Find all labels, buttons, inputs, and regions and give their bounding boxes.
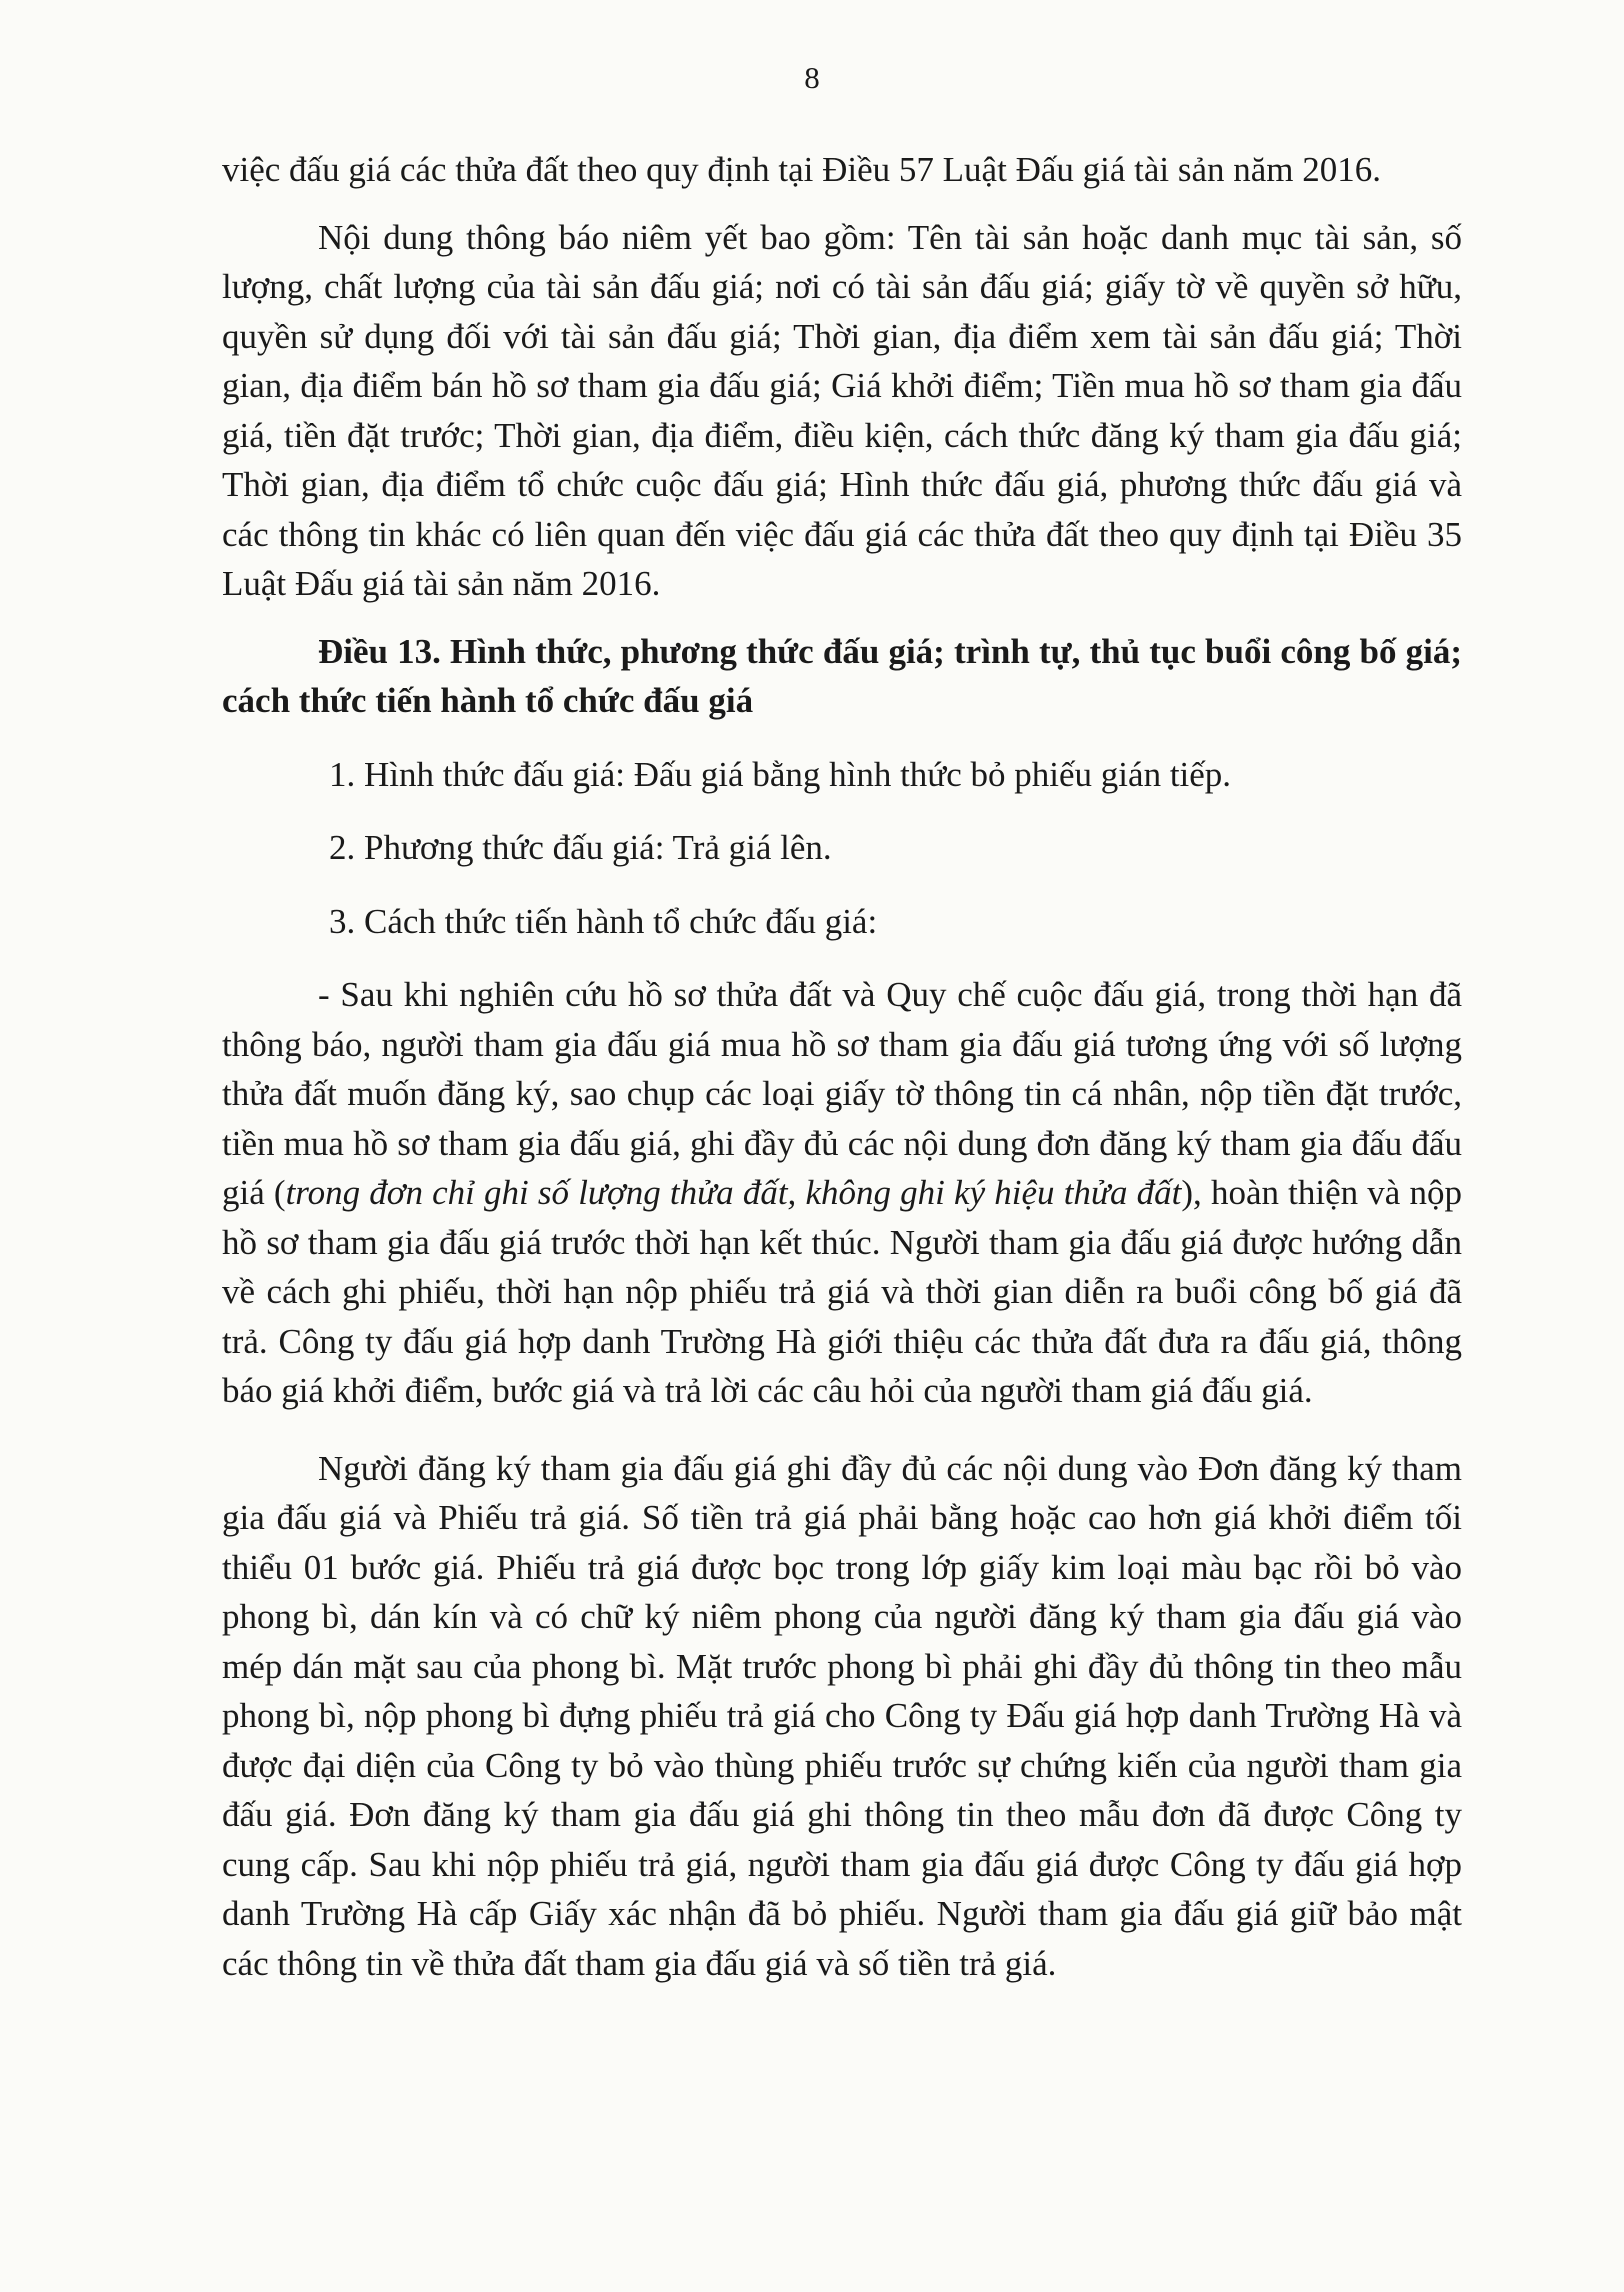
paragraph-bid-registration: Người đăng ký tham gia đấu giá ghi đầy đủ các nội dung vào Đơn đăng ký tham gia đấu giá và Phiếu trả giá. Số tiền trả giá phải bằng hoặc cao hơn giá khởi điểm tối thiểu 01 bước giá. Phiếu trả giá được bọc trong lớp giấy kim loại màu bạc rồi bỏ vào phong bì, dán kín và có chữ ký niêm phong của người đăng ký tham gia đấu giá vào mép dán mặt sau của phong bì. Mặt trước phong bì phải ghi đầy đủ thông tin theo mẫu phong bì, nộp phong bì đựng phiếu trả giá cho Công ty Đấu giá hợp danh Trường Hà và được đại diện của Công ty bỏ vào thùng phiếu trước sự chứng kiến của người tham gia đấu giá. Đơn đăng ký tham gia đấu giá ghi thông tin theo mẫu đơn đã được Công ty cung cấp. Sau khi nộp phiếu trả giá, người tham gia đấu giá được Công ty đấu giá hợp danh Trường Hà cấp Giấy xác nhận đã bỏ phiếu. Người tham gia đấu giá giữ bảo mật các thông tin về thửa đất tham gia đấu giá và số tiền trả giá. (222, 1448, 1462, 1983)
list-item-auction-form: 1. Hình thức đấu giá: Đấu giá bằng hình thức bỏ phiếu gián tiếp. (329, 754, 1232, 794)
procedure-text-part2: ), hoàn thiện và nộp hồ sơ tham gia đấu giá trước thời hạn kết thúc. Người tham gia đấu giá được hướng dẫn về cách ghi phiếu, thời hạn nộp phiếu trả giá và thời gian diễn ra buổi công bố giá đã trả. Công ty đấu giá hợp danh Trường Hà giới thiệu các thửa đất đưa ra đấu giá, thông báo giá khởi điểm, bước giá và trả lời các câu hỏi của người tham giá đấu giá. (222, 1173, 1462, 1410)
list-item-auction-method: 2. Phương thức đấu giá: Trả giá lên. (329, 828, 832, 867)
list-item-auction-procedure: 3. Cách thức tiến hành tổ chức đấu giá: (329, 901, 878, 941)
page-number: 8 (804, 60, 820, 95)
article-13-heading: Điều 13. Hình thức, phương thức đấu giá; trình tự, thủ tục buổi công bố giá; cách thức tiến hành tổ chức đấu giá (222, 631, 1462, 720)
paragraph-continuation: việc đấu giá các thửa đất theo quy định tại Điều 57 Luật Đấu giá tài sản năm 2016. (222, 150, 1382, 189)
procedure-italic-note: trong đơn chỉ ghi số lượng thửa đất, không ghi ký hiệu thửa đất (285, 1173, 1182, 1212)
document-body (222, 145, 1462, 1988)
paragraph-procedure-details (222, 970, 1462, 1416)
procedure-text-part1: - Sau khi nghiên cứu hồ sơ thửa đất và Quy chế cuộc đấu giá, trong thời hạn đã thông báo, người tham gia đấu giá mua hồ sơ tham gia đấu giá tương ứng với số lượng thửa đất muốn đăng ký, sao chụp các loại giấy tờ thông tin cá nhân, nộp tiền đặt trước, tiền mua hồ sơ tham gia đấu giá, ghi đầy đủ các nội dung đơn đăng ký tham gia đấu đấu giá ( (222, 975, 1462, 1212)
paragraph-announcement-content: Nội dung thông báo niêm yết bao gồm: Tên tài sản hoặc danh mục tài sản, số lượng, chất lượng của tài sản đấu giá; nơi có tài sản đấu giá; giấy tờ về quyền sở hữu, quyền sử dụng đối với tài sản đấu giá; Thời gian, địa điểm xem tài sản đấu giá; Thời gian, địa điểm bán hồ sơ tham gia đấu giá; Giá khởi điểm; Tiền mua hồ sơ tham gia đấu giá, tiền đặt trước; Thời gian, địa điểm, điều kiện, cách thức đăng ký tham gia đấu giá; Thời gian, địa điểm tổ chức cuộc đấu giá; Hình thức đấu giá, phương thức đấu giá và các thông tin khác có liên quan đến việc đấu giá các thửa đất theo quy định tại Điều 35 Luật Đấu giá tài sản năm 2016. (222, 217, 1462, 603)
